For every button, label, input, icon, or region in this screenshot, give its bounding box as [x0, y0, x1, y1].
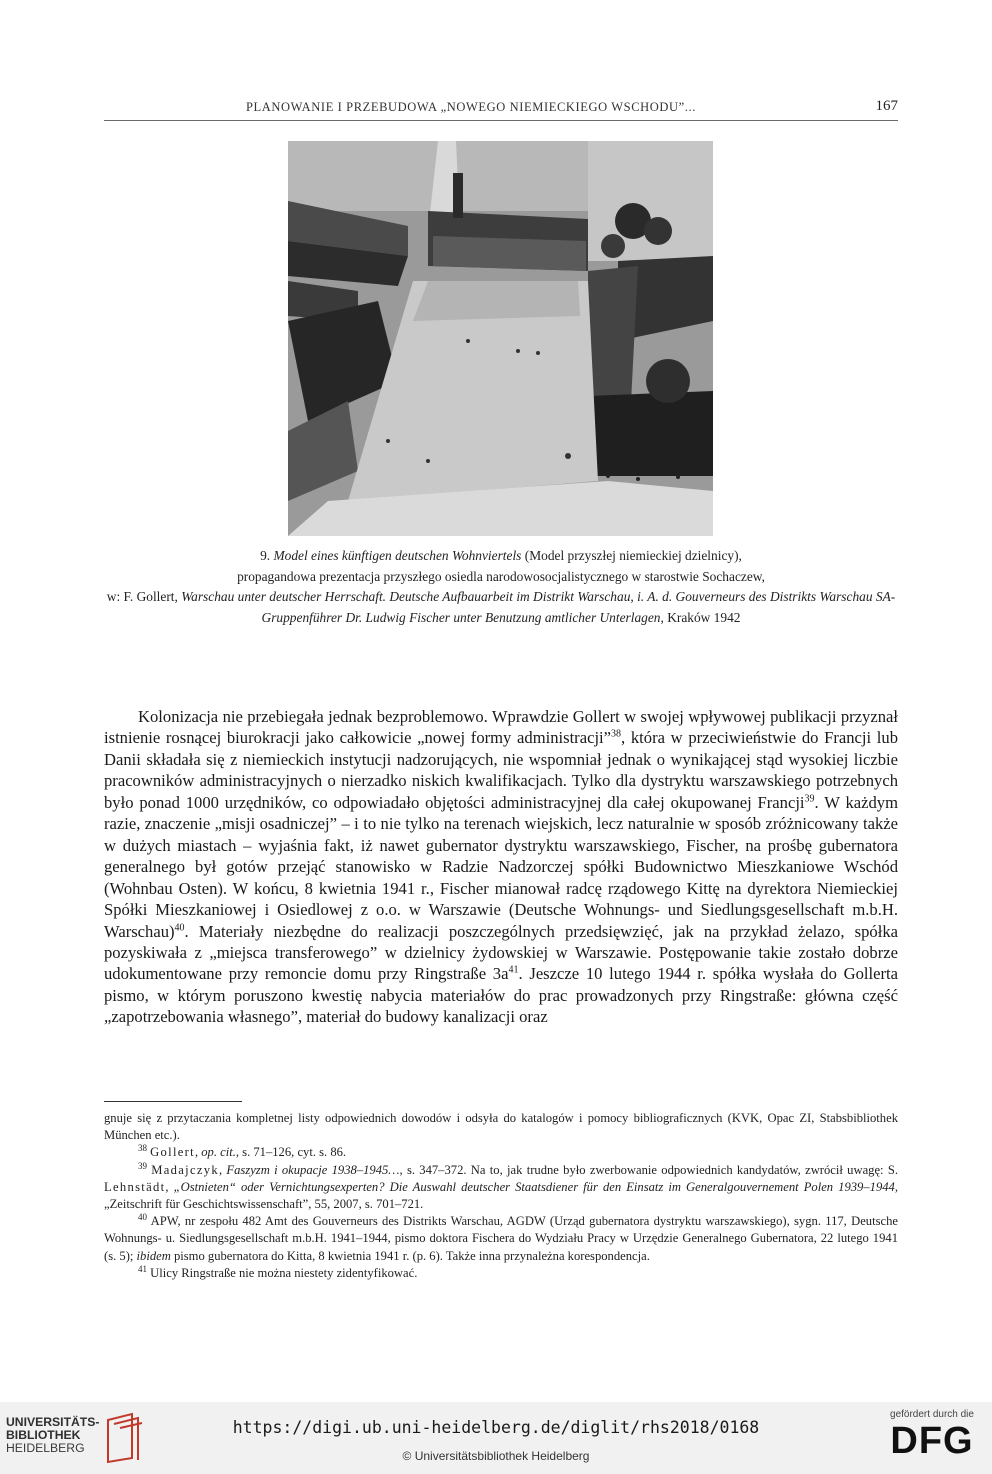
footnote-ref-39[interactable]: 39	[804, 793, 815, 805]
dfg-logo[interactable]: gefördert durch die DFG	[890, 1409, 974, 1462]
footnotes	[104, 1110, 898, 1282]
aerial-model-illustration	[288, 141, 713, 536]
viewer-footer	[0, 1402, 992, 1474]
caption-number: 9.	[260, 548, 271, 563]
footnote-ref-41[interactable]: 41	[508, 964, 519, 976]
copyright-notice: © Universitätsbibliothek Heidelberg	[402, 1449, 590, 1463]
caption-source-prefix: w: F. Gollert,	[106, 589, 182, 604]
caption-source-title: Warschau unter deutscher Herrschaft. Deutsche Aufbauarbeit im Distrikt Warschau, i. A. d. Gouverneurs des Distrikts Warschau SA-Gruppenführer Dr. Ludwig Fischer unter Benutzung amtlicher Unterlagen	[181, 589, 896, 625]
footnote-divider	[104, 1101, 242, 1102]
ub-heidelberg-logo[interactable]: UNIVERSITÄTS- BIBLIOTHEK HEIDELBERG	[6, 1412, 156, 1464]
body-paragraph: Kolonizacja nie przebiegała jednak bezproblemowo. Wprawdzie Gollert w swojej wpływowej publikacji przyznał istnienie rosnącej biurokracji jako całkowicie „nowej formy administracji”$^{38}$, która w przeciwieństwie do Francji lub Danii składała się z niemieckich instytucji nadzorujących, nie wspomniał jednak o wynikającej stąd wysokiej liczbie pracowników administracyjnych o nierzadko niskich kwalifikacjach. Tylko dla dystryktu warszawskiego potrzebnych było ponad 1000 urzędników, co odpowiadało objętości administracyjnej dla całej okupowanej Francji$^{39}$. W każdym razie, znaczenie „misji osadniczej” – i to nie tylko na terenach wiejskich, lecz naturalnie w sposób zróżnicowany także w dużych miastach – wyjaśnia fakt, iż nawet gubernator dystryktu warszawskiego, Fischer, na prośbę gubernatora generalnego był gotów przejąć stanowisko w Radzie Nadzorczej spółki Budownictwo Mieszkaniowe Wschód (Wohnbau Osten). W końcu, 8 kwietnia 1941 r., Fischer mianował radcę rządowego Kittę na dyrektora Niemieckiej Spółki Mieszkaniowej i Osiedlowej z o.o. w Warszawie (Deutsche Wohnungs- und Siedlungsgesellschaft m.b.H. Warschau)$^{40}$. Materiały niezbędne do realizacji poszczególnych przedsięwzięć, jak na przykład żelazo, spółka pozyskiwała z „miejsca transferowego” w dzielnicy żydowskiej w Warszawie. Postępowanie takie zostało dobrze udokumentowane przy remoncie domu przy Ringstraße $3a^{41}$. Jeszcze 10 lutego 1944 r. spółka wysłała do Gollerta pismo, w którym poruszono kwestię nabycia materiałów do prac prowadzonych przy Ringstraße: główna część „zapotrzebowania własnego”, materiał do budowy kanalizacji oraz	[104, 707, 898, 1027]
caption-title: Model eines künftigen deutschen Wohnviertels	[273, 548, 522, 563]
body-text	[104, 706, 898, 1028]
footnote-ref-38[interactable]: 38	[611, 728, 622, 740]
permalink-url[interactable]: https://digi.ub.uni-heidelberg.de/diglit/rhs2018/0168	[232, 1418, 760, 1437]
footnote-39: $^{39}$ Madajczyk, Faszyzm i okupacje 1938–1945…, s. 347–372. Na to, jak trudne było zwerbowanie odpowiednich kandydatów, zwrócił uwagę: S. Lehnstädt, „Ostnieten“ oder Vernichtungsexperten? Die Auswahl deutscher Staatsdiener für den Einsatz im Generalgouvernement Polen 1939–1944, „Zeitschrift für Geschichtswissenschaft”, 55, 2007, s. 701–721.	[104, 1160, 898, 1212]
footnote-40: $^{40}$ APW, nr zespołu 482 Amt des Gouverneurs des Distrikts Warschau, AGDW (Urząd gubernatora dystryktu warszawskiego), sygn. 117, Deutsche Wohnungs- u. Siedlungsgesellschaft m.b.H. 1941–1944, pismo doktora Fischera do Wydziału Pracy w Urzędzie Generalnego Gubernatora, 22 lutego 1941 (s. 5); ibidem pismo gubernatora do Kitta, 8 kwietnia 1941 r. (p. 6). Także inna przynależna korespondencja.	[104, 1212, 898, 1263]
running-title: PLANOWANIE I PRZEBUDOWA „NOWEGO NIEMIECKIEGO WSCHODU”...	[246, 100, 696, 114]
figure-photo	[288, 141, 713, 536]
caption-line2: propagandowa prezentacja przyszłego osiedla narodowosocjalistycznego w starostwie Sochaczew,	[237, 568, 765, 584]
footnote-continuation: gnuje się z przytaczania kompletnej listy odpowiednich dowodów i odsyła do katalogów i pomocy bibliograficznych (KVK, Opac ZI, Stabsbibliothek München etc.).	[104, 1111, 898, 1143]
caption-translation: (Model przyszłej niemieckiej dzielnicy),	[521, 548, 742, 563]
footnote-ref-40[interactable]: 40	[174, 922, 185, 933]
figure-caption	[104, 546, 898, 628]
footnote-41: $^{41}$ Ulicy Ringstraße nie można niestety zidentyfikować.	[138, 1263, 418, 1280]
caption-source-suffix: , Kraków 1942	[660, 609, 741, 625]
footnote-38: $^{38}$ Gollert, op. cit., s. 71–126, cyt. s. 86.	[138, 1143, 347, 1160]
running-head	[104, 98, 898, 121]
page-number: 167	[875, 98, 898, 114]
